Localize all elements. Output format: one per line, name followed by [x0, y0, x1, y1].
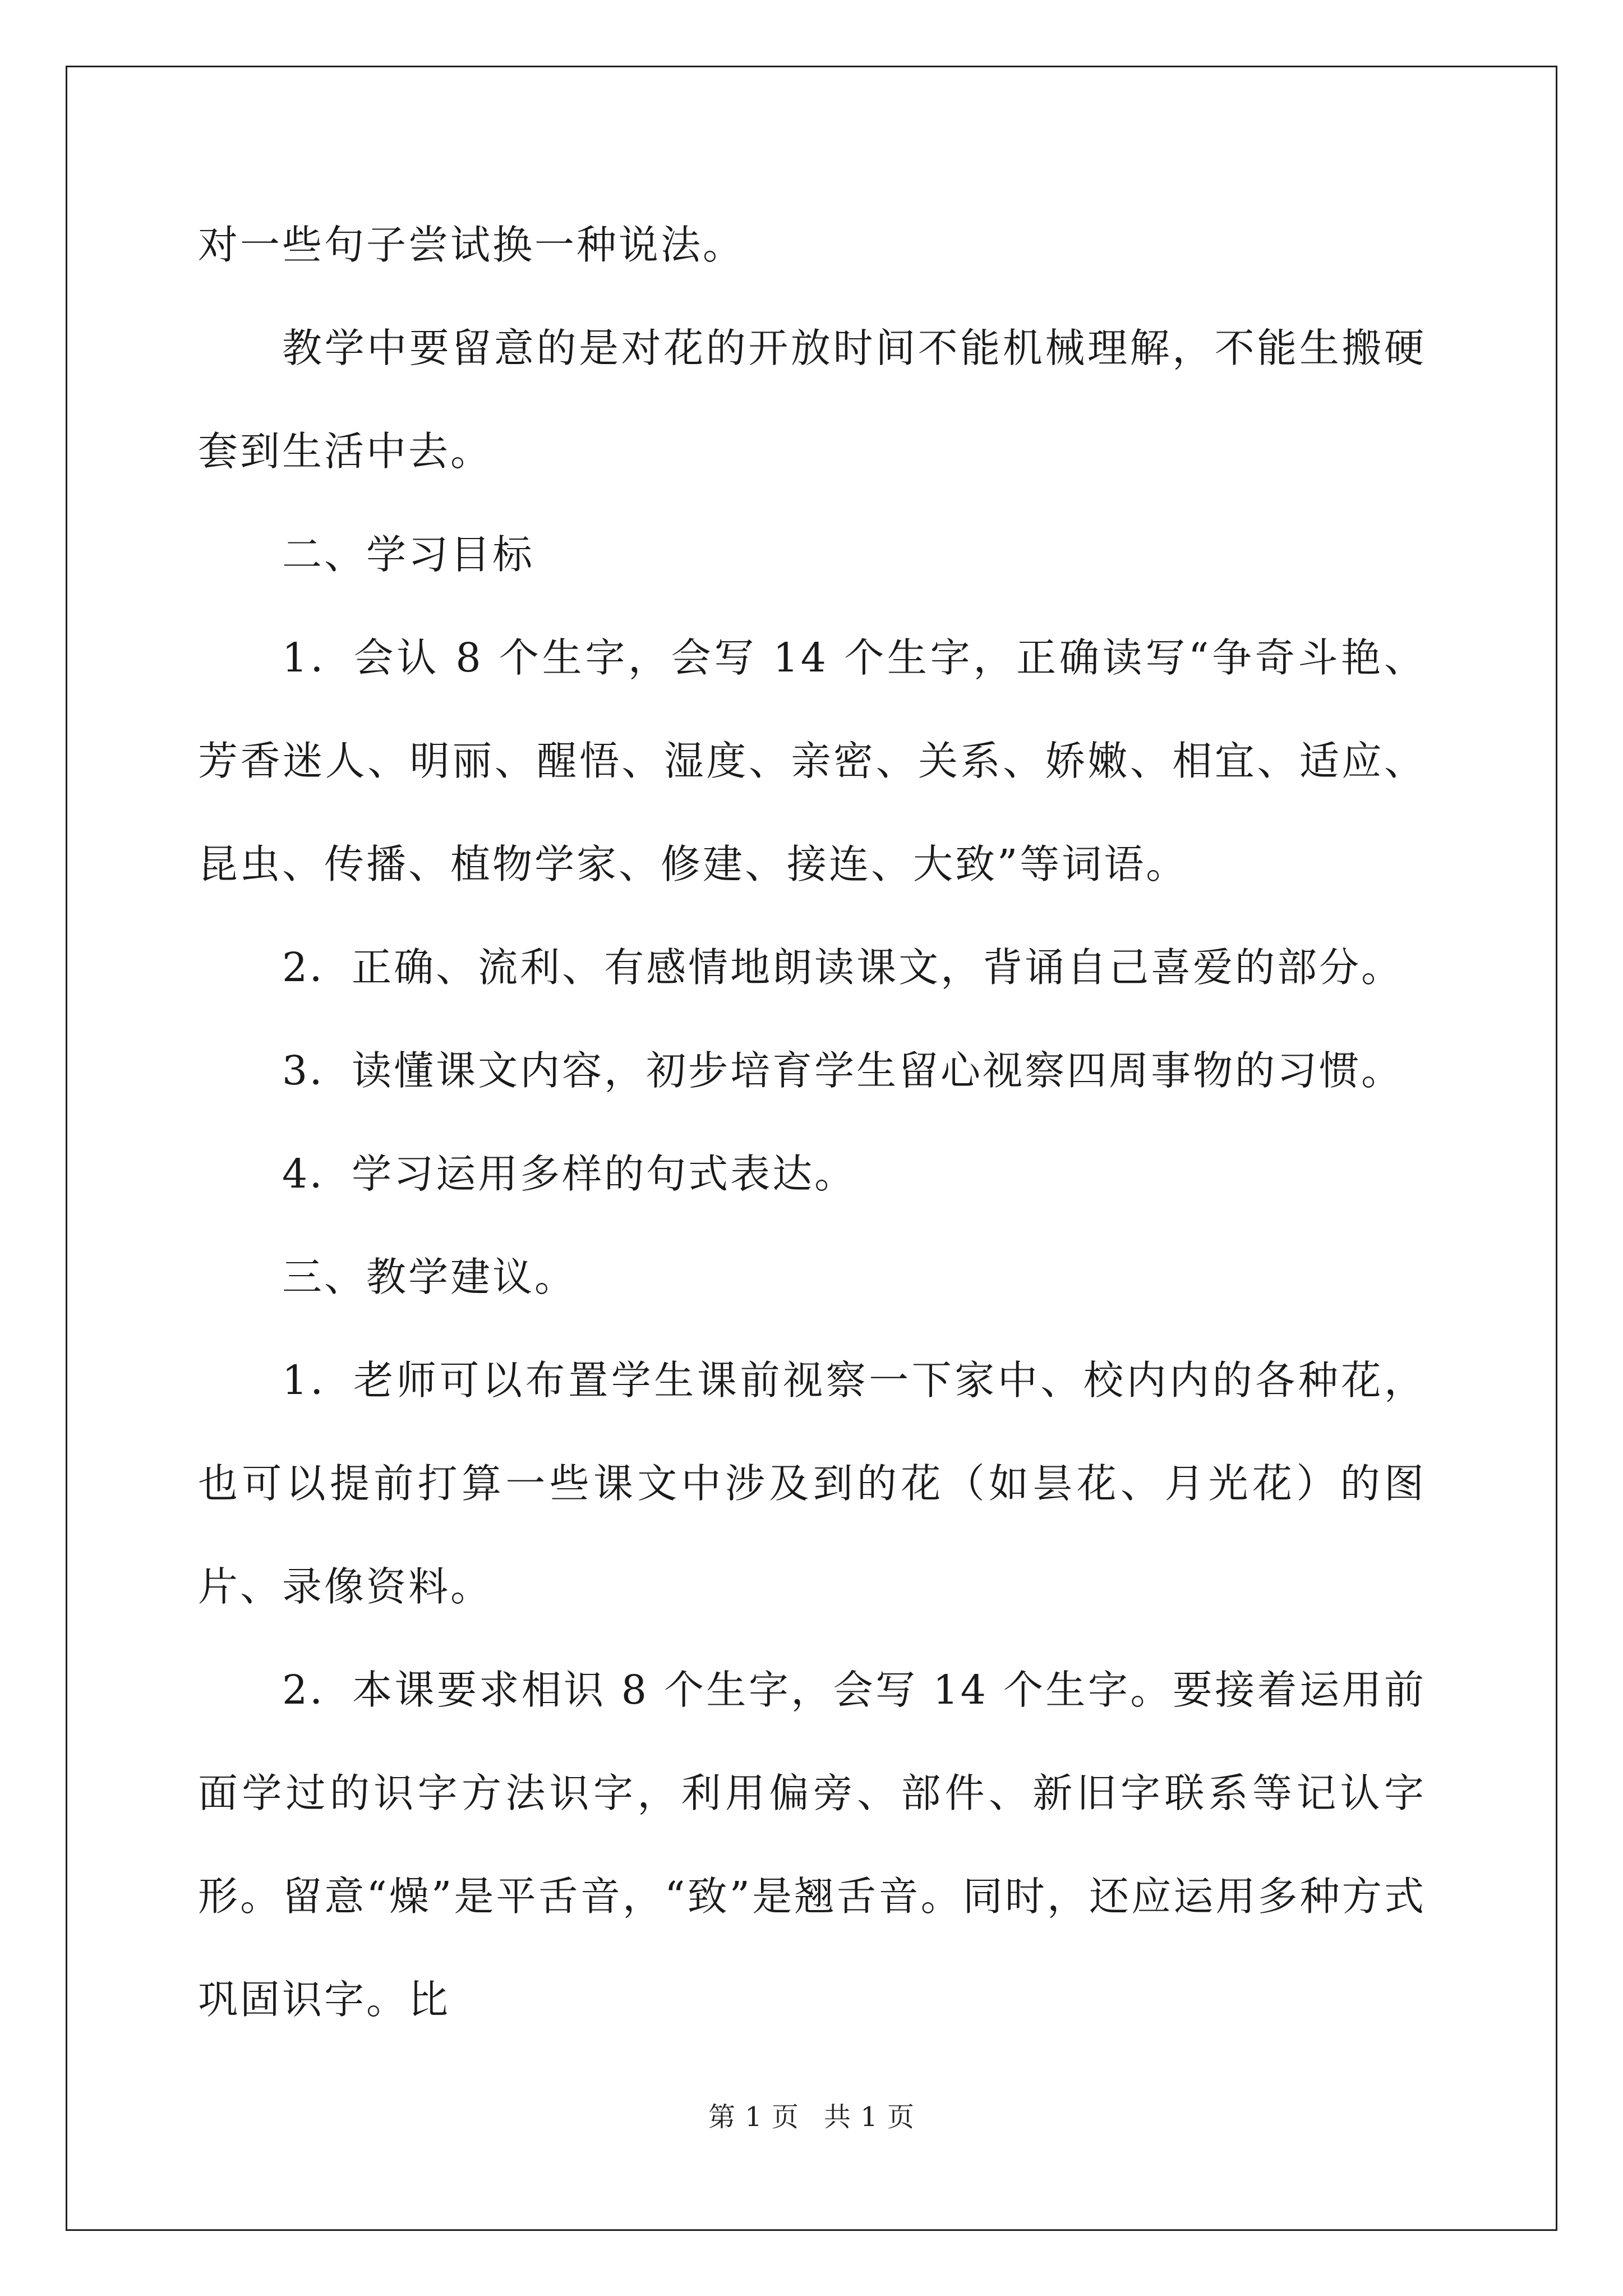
paragraph-1: 对一些句子尝试换一种说法。	[198, 222, 745, 268]
goal-item-2: 2．正确、流利、有感情地朗读课文，背诵自己喜爱的部分。	[282, 944, 1404, 991]
document-body	[198, 194, 1426, 2051]
suggestion-item-1: 1．老师可以布置学生课前视察一下家中、校内内的各种花，也可以提前打算一些课文中涉及到的花（如昙花、月光花）的图片、录像资料。	[198, 1357, 1426, 1610]
suggestion-item-2: 2．本课要求相识 8 个生字，会写 14 个生字。要接着运用前面学过的识字方法识字，利用偏旁、部件、新旧字联系等记认字形。留意“燥”是平舌音，“致”是翘舌音。同时，还应运用多种方式巩固识字。比	[198, 1667, 1426, 2023]
goal-item-3: 3．读懂课文内容，初步培育学生留心视察四周事物的习惯。	[282, 1047, 1404, 1094]
page-number: 第 1 页	[708, 2101, 799, 2133]
section-heading-learning-goals: 二、学习目标	[282, 531, 535, 578]
section-heading-teaching-suggestions: 三、教学建议。	[282, 1254, 577, 1300]
paragraph-2: 教学中要留意的是对花的开放时间不能机械理解，不能生搬硬套到生活中去。	[198, 325, 1426, 475]
page-footer	[0, 2095, 1623, 2134]
goal-item-1: 1．会认 8 个生字，会写 14 个生字，正确读写“争奇斗艳、芳香迷人、明丽、醒悟、湿度、亲密、关系、娇嫩、相宜、适应、昆虫、传播、植物学家、修建、接连、大致”等词语。	[198, 634, 1426, 887]
goal-item-4: 4．学习运用多样的句式表达。	[282, 1151, 857, 1197]
page-total: 共 1 页	[824, 2101, 915, 2133]
